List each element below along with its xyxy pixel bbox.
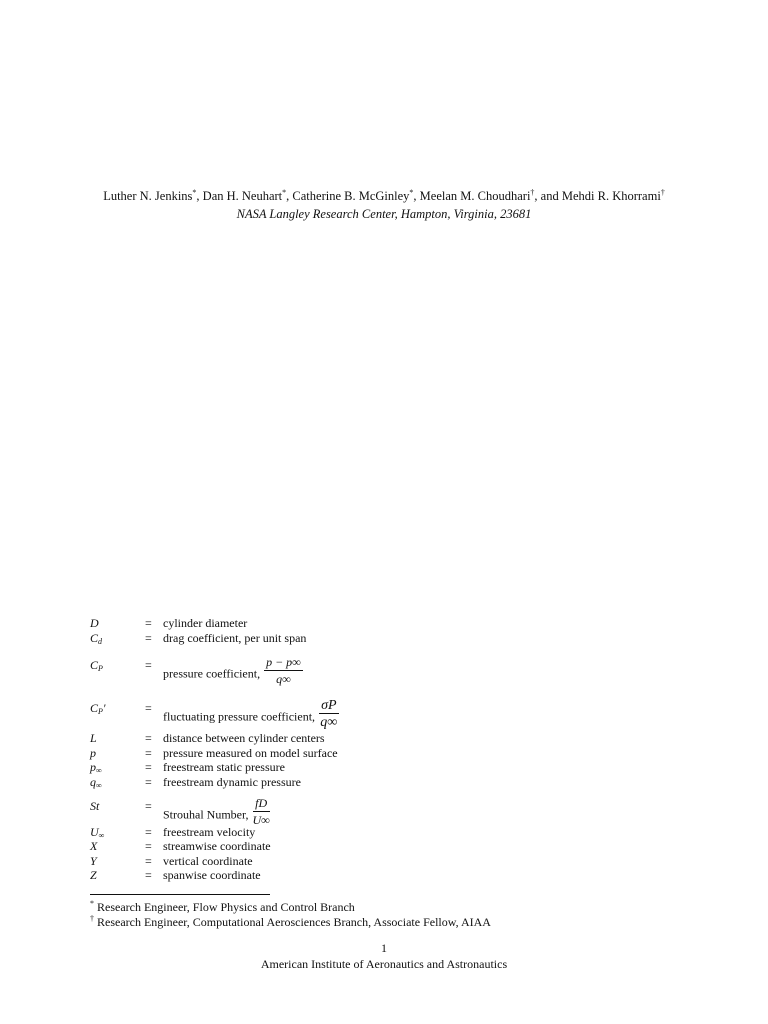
- nomenclature-row: [90, 839, 590, 854]
- nomenclature-row: [90, 645, 590, 688]
- definition: streamwise coordinate: [163, 839, 271, 854]
- author-name: Dan H. Neuhart: [202, 189, 283, 203]
- equals-sign: =: [145, 824, 152, 839]
- symbol-subscript: ∞: [96, 766, 102, 776]
- definition: drag coefficient, per unit span: [163, 630, 307, 645]
- symbol: Z: [90, 868, 97, 883]
- definition: cylinder diameter: [163, 616, 248, 630]
- author-separator: , and: [534, 189, 562, 203]
- definition: freestream dynamic pressure: [163, 774, 301, 789]
- footnote: [90, 900, 355, 915]
- definition: distance between cylinder centers: [163, 731, 325, 746]
- footnote-mark: †: [90, 914, 94, 923]
- fraction-numerator: p − p∞: [266, 655, 301, 670]
- page-number: 1: [381, 941, 387, 955]
- fraction-denominator: U∞: [252, 812, 270, 827]
- nomenclature-row: [90, 746, 590, 761]
- symbol: L: [90, 731, 97, 746]
- equals-sign: =: [145, 774, 152, 789]
- affiliation: NASA Langley Research Center, Hampton, Virginia, 23681: [236, 207, 532, 221]
- affiliation-mark: *: [192, 187, 197, 197]
- footnote-text: Research Engineer, Computational Aerosciences Branch, Associate Fellow, AIAA: [97, 915, 491, 929]
- nomenclature-row: [90, 688, 590, 731]
- symbol: $C_d$: [90, 630, 103, 646]
- symbol-subscript: P: [98, 707, 103, 717]
- symbol-subscript: ∞: [96, 780, 102, 790]
- definition: fluctuating pressure coefficient, $\frac{\sigma P}{q\infty}$: [163, 698, 338, 731]
- symbol-subscript: P: [98, 664, 103, 674]
- symbol-subscript: d: [98, 636, 103, 646]
- author-name: Meelan M. Choudhari: [419, 189, 531, 203]
- symbol: p: [90, 745, 96, 760]
- fraction: [264, 655, 303, 688]
- nomenclature-row: [90, 760, 590, 775]
- equals-sign: =: [145, 731, 152, 746]
- nomenclature-row: [90, 854, 590, 869]
- equals-sign: =: [145, 868, 152, 883]
- publisher-footer: American Institute of Aeronautics and Astronautics: [260, 957, 508, 971]
- author-separator: ,: [286, 189, 293, 203]
- nomenclature-row: [90, 631, 590, 646]
- fraction-numerator: fD: [253, 796, 270, 812]
- definition: pressure measured on model surface: [163, 745, 338, 760]
- equals-sign: =: [145, 798, 152, 813]
- affiliation-mark: †: [660, 187, 665, 197]
- equals-sign: =: [145, 630, 152, 645]
- affiliation-mark: †: [530, 187, 535, 197]
- author-name: Mehdi R. Khorrami: [561, 189, 661, 203]
- fraction: [319, 698, 338, 731]
- equals-sign: =: [145, 658, 152, 673]
- nomenclature-row: [90, 790, 590, 825]
- nomenclature-row: [90, 616, 590, 631]
- symbol-prime: ': [102, 701, 106, 716]
- nomenclature-row: [90, 868, 590, 883]
- author-name: Catherine B. McGinley: [292, 189, 410, 203]
- definition: freestream static pressure: [163, 760, 285, 775]
- footnote-mark: *: [90, 899, 94, 908]
- nomenclature-list: [90, 616, 590, 883]
- nomenclature-row: [90, 825, 590, 840]
- nomenclature-row: [90, 731, 590, 746]
- equals-sign: =: [145, 839, 152, 854]
- author-separator: ,: [413, 189, 420, 203]
- equals-sign: =: [145, 701, 152, 716]
- fraction-denominator: q∞: [320, 715, 338, 731]
- nomenclature-row: [90, 775, 590, 790]
- definition: vertical coordinate: [163, 853, 253, 868]
- symbol: $U_\infty$: [90, 824, 105, 840]
- symbol: $q_\infty$: [90, 774, 102, 790]
- definition: freestream velocity: [163, 824, 256, 839]
- symbol: St: [90, 798, 100, 813]
- definition: spanwise coordinate: [163, 868, 261, 883]
- author-name: Luther N. Jenkins: [103, 189, 193, 203]
- equals-sign: =: [145, 760, 152, 775]
- footnote-divider: [90, 894, 270, 895]
- definition: Strouhal Number, $\frac{fD}{U\infty}$: [163, 795, 270, 827]
- footnote: [90, 915, 491, 930]
- affiliation-mark: *: [282, 187, 287, 197]
- symbol: $p_\infty$: [90, 760, 102, 776]
- footnote-text: Research Engineer, Flow Physics and Control Branch: [97, 900, 355, 914]
- symbol: D: [90, 616, 99, 630]
- symbol: $C_P$: [90, 658, 103, 674]
- author-separator: ,: [196, 189, 203, 203]
- symbol: X: [90, 839, 98, 854]
- symbol: Y: [90, 853, 97, 868]
- fraction-denominator: q∞: [276, 672, 291, 687]
- author-list: [0, 187, 768, 205]
- definition: pressure coefficient, $\frac{p - p\infty}{q\infty}$: [163, 655, 301, 687]
- equals-sign: =: [145, 745, 152, 760]
- equals-sign: =: [145, 616, 152, 630]
- affiliation-mark: *: [409, 187, 414, 197]
- fraction-numerator: σP: [321, 698, 337, 714]
- symbol: $C_P'$: [90, 701, 106, 717]
- symbol-subscript: ∞: [98, 830, 105, 840]
- equals-sign: =: [145, 853, 152, 868]
